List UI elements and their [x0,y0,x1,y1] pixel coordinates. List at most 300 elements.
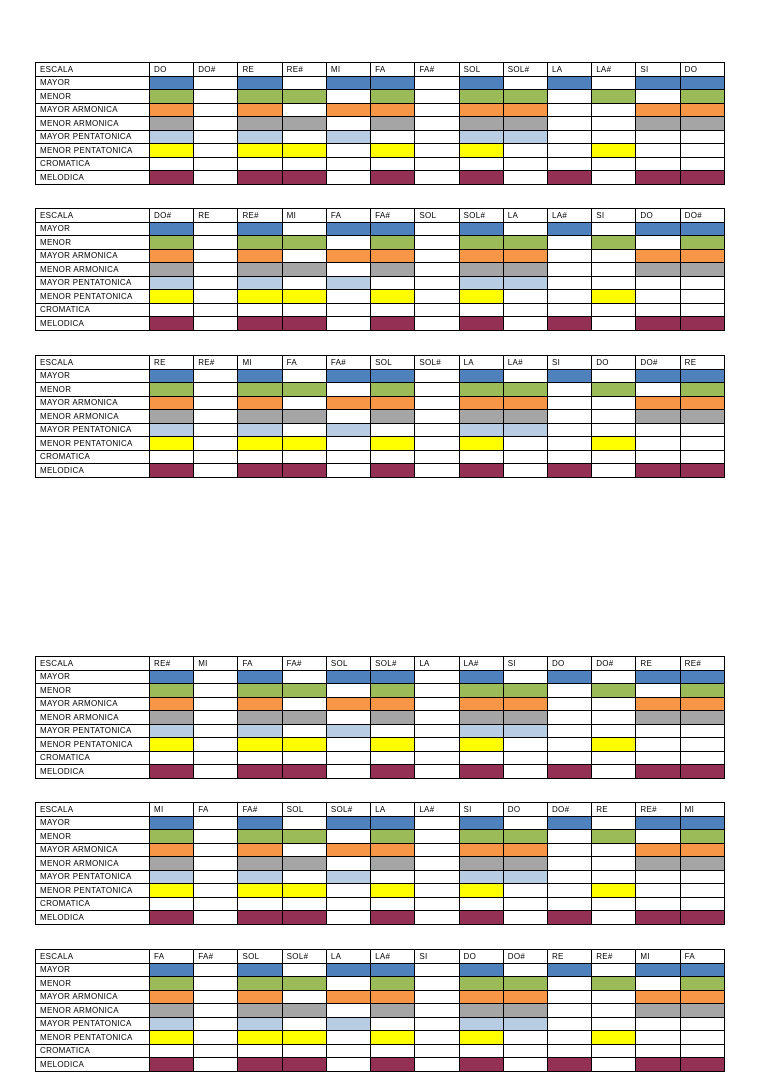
note-header-mi: MI [326,63,370,77]
filled-cell [503,684,547,698]
empty-cell [459,450,503,464]
filled-cell [503,130,547,144]
filled-cell [592,290,636,304]
empty-cell [503,76,547,90]
filled-cell [150,1031,194,1045]
empty-cell [282,369,326,383]
empty-cell [592,1004,636,1018]
empty-cell [326,884,370,898]
header-row [36,950,725,964]
filled-cell [282,738,326,752]
empty-cell [680,130,724,144]
empty-cell [415,130,459,144]
filled-cell [592,830,636,844]
empty-cell [194,1044,238,1058]
empty-cell [371,276,415,290]
filled-cell [459,711,503,725]
empty-cell [194,76,238,90]
filled-cell [680,977,724,991]
filled-cell [592,90,636,104]
scale-label: MAYOR [36,76,150,90]
empty-cell [592,396,636,410]
note-header-re: RE [680,356,724,370]
filled-cell [459,1004,503,1018]
filled-cell [680,1058,724,1072]
empty-cell [194,884,238,898]
scale-label: MAYOR [36,222,150,236]
filled-cell [371,816,415,830]
filled-cell [680,857,724,871]
empty-cell [282,1044,326,1058]
empty-cell [592,249,636,263]
empty-cell [592,276,636,290]
filled-cell [459,464,503,478]
filled-cell [238,410,282,424]
filled-cell [636,697,680,711]
filled-cell [371,171,415,185]
empty-cell [636,830,680,844]
empty-cell [415,977,459,991]
filled-cell [326,103,370,117]
note-header-fa-sharp: FA# [326,356,370,370]
filled-cell [459,290,503,304]
empty-cell [326,410,370,424]
filled-cell [503,410,547,424]
filled-cell [680,830,724,844]
filled-cell [238,1031,282,1045]
empty-cell [415,276,459,290]
scale-row-menor-pentatonica [36,437,725,451]
filled-cell [459,396,503,410]
filled-cell [238,843,282,857]
empty-cell [371,450,415,464]
empty-cell [592,670,636,684]
empty-cell [371,130,415,144]
filled-cell [150,816,194,830]
scale-row-menor [36,236,725,250]
empty-cell [636,884,680,898]
scale-label: MAYOR [36,816,150,830]
empty-cell [680,290,724,304]
scale-table-fa [35,949,725,1072]
empty-cell [547,724,591,738]
filled-cell [150,437,194,451]
empty-cell [503,816,547,830]
empty-cell [503,911,547,925]
note-header-sol: SOL [371,356,415,370]
filled-cell [371,437,415,451]
scale-row-menor [36,977,725,991]
filled-cell [459,369,503,383]
empty-cell [194,276,238,290]
filled-cell [282,464,326,478]
empty-cell [194,369,238,383]
empty-cell [326,171,370,185]
empty-cell [680,751,724,765]
filled-cell [636,711,680,725]
empty-cell [194,423,238,437]
scale-label: MAYOR ARMONICA [36,396,150,410]
empty-cell [592,171,636,185]
filled-cell [150,1004,194,1018]
filled-cell [503,1004,547,1018]
empty-cell [194,222,238,236]
filled-cell [238,317,282,331]
empty-cell [503,317,547,331]
header-row [36,63,725,77]
filled-cell [150,236,194,250]
filled-cell [371,369,415,383]
empty-cell [371,724,415,738]
filled-cell [547,317,591,331]
filled-cell [371,670,415,684]
empty-cell [282,450,326,464]
filled-cell [238,765,282,779]
empty-cell [415,157,459,171]
empty-cell [636,897,680,911]
scale-row-melodica [36,171,725,185]
filled-cell [680,684,724,698]
empty-cell [592,263,636,277]
filled-cell [459,1031,503,1045]
filled-cell [371,977,415,991]
empty-cell [459,1044,503,1058]
filled-cell [459,1058,503,1072]
empty-cell [415,450,459,464]
note-header-do-sharp: DO# [680,209,724,223]
empty-cell [371,1044,415,1058]
empty-cell [592,816,636,830]
empty-cell [547,897,591,911]
note-header-fa-sharp: FA# [238,803,282,817]
scale-label: MENOR ARMONICA [36,1004,150,1018]
note-header-do-sharp: DO# [547,803,591,817]
empty-cell [547,1004,591,1018]
empty-cell [282,396,326,410]
scale-label: MENOR [36,977,150,991]
filled-cell [459,724,503,738]
scale-row-menor-pentatonica [36,884,725,898]
empty-cell [636,870,680,884]
filled-cell [238,870,282,884]
empty-cell [680,870,724,884]
filled-cell [459,90,503,104]
empty-cell [326,765,370,779]
empty-cell [592,157,636,171]
empty-cell [503,157,547,171]
scale-label: CROMATICA [36,897,150,911]
filled-cell [503,724,547,738]
note-header-sol: SOL [238,950,282,964]
note-header-fa-sharp: FA# [415,63,459,77]
empty-cell [194,396,238,410]
filled-cell [371,396,415,410]
filled-cell [371,963,415,977]
empty-cell [415,144,459,158]
filled-cell [238,711,282,725]
filled-cell [238,90,282,104]
scale-label: CROMATICA [36,303,150,317]
empty-cell [238,751,282,765]
note-header-la: LA [547,63,591,77]
filled-cell [150,738,194,752]
empty-cell [194,977,238,991]
filled-cell [150,464,194,478]
filled-cell [238,117,282,131]
filled-cell [636,369,680,383]
filled-cell [371,684,415,698]
empty-cell [194,738,238,752]
empty-cell [592,423,636,437]
scale-label: MAYOR PENTATONICA [36,1017,150,1031]
empty-cell [282,130,326,144]
filled-cell [547,670,591,684]
empty-cell [592,303,636,317]
filled-cell [150,977,194,991]
empty-cell [194,870,238,884]
filled-cell [636,1004,680,1018]
note-header-do-sharp: DO# [503,950,547,964]
filled-cell [371,1031,415,1045]
filled-cell [371,410,415,424]
empty-cell [150,897,194,911]
scale-row-cromatica [36,1044,725,1058]
filled-cell [680,670,724,684]
note-header-fa: FA [194,803,238,817]
empty-cell [592,1044,636,1058]
empty-cell [547,884,591,898]
empty-cell [680,303,724,317]
scale-label: MAYOR PENTATONICA [36,130,150,144]
empty-cell [503,144,547,158]
empty-cell [415,670,459,684]
filled-cell [459,317,503,331]
empty-cell [547,1031,591,1045]
filled-cell [592,977,636,991]
empty-cell [194,157,238,171]
filled-cell [238,724,282,738]
empty-cell [415,1044,459,1058]
filled-cell [238,396,282,410]
empty-cell [415,1031,459,1045]
filled-cell [459,990,503,1004]
filled-cell [503,249,547,263]
empty-cell [547,990,591,1004]
note-header-re-sharp: RE# [194,356,238,370]
empty-cell [415,990,459,1004]
escala-header: ESCALA [36,657,150,671]
filled-cell [680,222,724,236]
empty-cell [503,171,547,185]
scale-label: MAYOR ARMONICA [36,249,150,263]
filled-cell [371,117,415,131]
filled-cell [547,76,591,90]
scale-row-cromatica [36,450,725,464]
filled-cell [282,90,326,104]
scale-label: MAYOR PENTATONICA [36,423,150,437]
filled-cell [150,870,194,884]
empty-cell [592,130,636,144]
scale-label: MENOR PENTATONICA [36,1031,150,1045]
empty-cell [592,117,636,131]
filled-cell [636,857,680,871]
empty-cell [282,103,326,117]
scale-label: MAYOR ARMONICA [36,843,150,857]
empty-cell [547,1044,591,1058]
filled-cell [592,738,636,752]
empty-cell [547,977,591,991]
scale-row-mayor-pentatonica [36,130,725,144]
note-header-re-sharp: RE# [680,657,724,671]
scale-label: MENOR [36,383,150,397]
scale-row-mayor-armonica [36,697,725,711]
empty-cell [194,724,238,738]
note-header-do-sharp: DO# [592,657,636,671]
empty-cell [503,437,547,451]
note-header-re: RE [592,803,636,817]
empty-cell [150,751,194,765]
filled-cell [371,290,415,304]
empty-cell [503,765,547,779]
filled-cell [680,76,724,90]
header-row [36,657,725,671]
filled-cell [680,369,724,383]
empty-cell [636,724,680,738]
filled-cell [150,383,194,397]
note-header-sol-sharp: SOL# [415,356,459,370]
filled-cell [636,410,680,424]
empty-cell [415,103,459,117]
scale-row-mayor [36,963,725,977]
filled-cell [150,90,194,104]
empty-cell [503,1058,547,1072]
empty-cell [150,157,194,171]
note-header-fa: FA [326,209,370,223]
filled-cell [459,843,503,857]
filled-cell [326,276,370,290]
empty-cell [415,437,459,451]
scale-row-menor-armonica [36,711,725,725]
filled-cell [150,171,194,185]
scale-row-cromatica [36,897,725,911]
filled-cell [326,369,370,383]
filled-cell [636,317,680,331]
empty-cell [371,870,415,884]
scale-row-melodica [36,765,725,779]
empty-cell [326,450,370,464]
note-header-do: DO [636,209,680,223]
empty-cell [415,222,459,236]
filled-cell [371,103,415,117]
empty-cell [371,897,415,911]
filled-cell [636,117,680,131]
filled-cell [326,843,370,857]
empty-cell [194,290,238,304]
empty-cell [415,897,459,911]
empty-cell [194,117,238,131]
filled-cell [371,76,415,90]
empty-cell [326,1044,370,1058]
empty-cell [547,697,591,711]
filled-cell [238,437,282,451]
filled-cell [326,697,370,711]
scale-label: MENOR PENTATONICA [36,738,150,752]
note-header-si: SI [636,63,680,77]
note-header-re-sharp: RE# [282,63,326,77]
filled-cell [371,90,415,104]
filled-cell [150,130,194,144]
filled-cell [238,236,282,250]
scale-table-re [35,355,725,478]
filled-cell [592,144,636,158]
empty-cell [194,450,238,464]
scale-label: MAYOR ARMONICA [36,103,150,117]
scale-label: MAYOR [36,963,150,977]
empty-cell [636,383,680,397]
scale-label: MELODICA [36,464,150,478]
note-header-re: RE [150,356,194,370]
scale-label: MENOR ARMONICA [36,263,150,277]
empty-cell [194,410,238,424]
empty-cell [680,884,724,898]
filled-cell [459,816,503,830]
empty-cell [194,1004,238,1018]
empty-cell [547,249,591,263]
empty-cell [636,450,680,464]
filled-cell [636,816,680,830]
empty-cell [636,977,680,991]
filled-cell [282,144,326,158]
scale-label: MAYOR [36,670,150,684]
note-header-do-sharp: DO# [150,209,194,223]
scale-label: MENOR ARMONICA [36,857,150,871]
filled-cell [459,276,503,290]
scale-table-do-sharp [35,208,725,331]
scale-row-mayor-pentatonica [36,870,725,884]
filled-cell [326,990,370,1004]
filled-cell [326,249,370,263]
filled-cell [592,1031,636,1045]
filled-cell [680,963,724,977]
empty-cell [326,711,370,725]
scale-row-mayor-armonica [36,990,725,1004]
scale-label: MELODICA [36,911,150,925]
empty-cell [592,450,636,464]
escala-header: ESCALA [36,63,150,77]
empty-cell [547,276,591,290]
filled-cell [503,843,547,857]
empty-cell [680,437,724,451]
filled-cell [371,765,415,779]
empty-cell [194,383,238,397]
empty-cell [238,157,282,171]
scale-label: CROMATICA [36,751,150,765]
filled-cell [547,369,591,383]
filled-cell [371,738,415,752]
note-header-la-sharp: LA# [415,803,459,817]
filled-cell [503,396,547,410]
empty-cell [282,963,326,977]
empty-cell [326,317,370,331]
filled-cell [238,249,282,263]
note-header-fa: FA [371,63,415,77]
filled-cell [150,684,194,698]
filled-cell [680,396,724,410]
filled-cell [503,263,547,277]
empty-cell [503,1031,547,1045]
filled-cell [282,437,326,451]
scale-row-mayor [36,369,725,383]
